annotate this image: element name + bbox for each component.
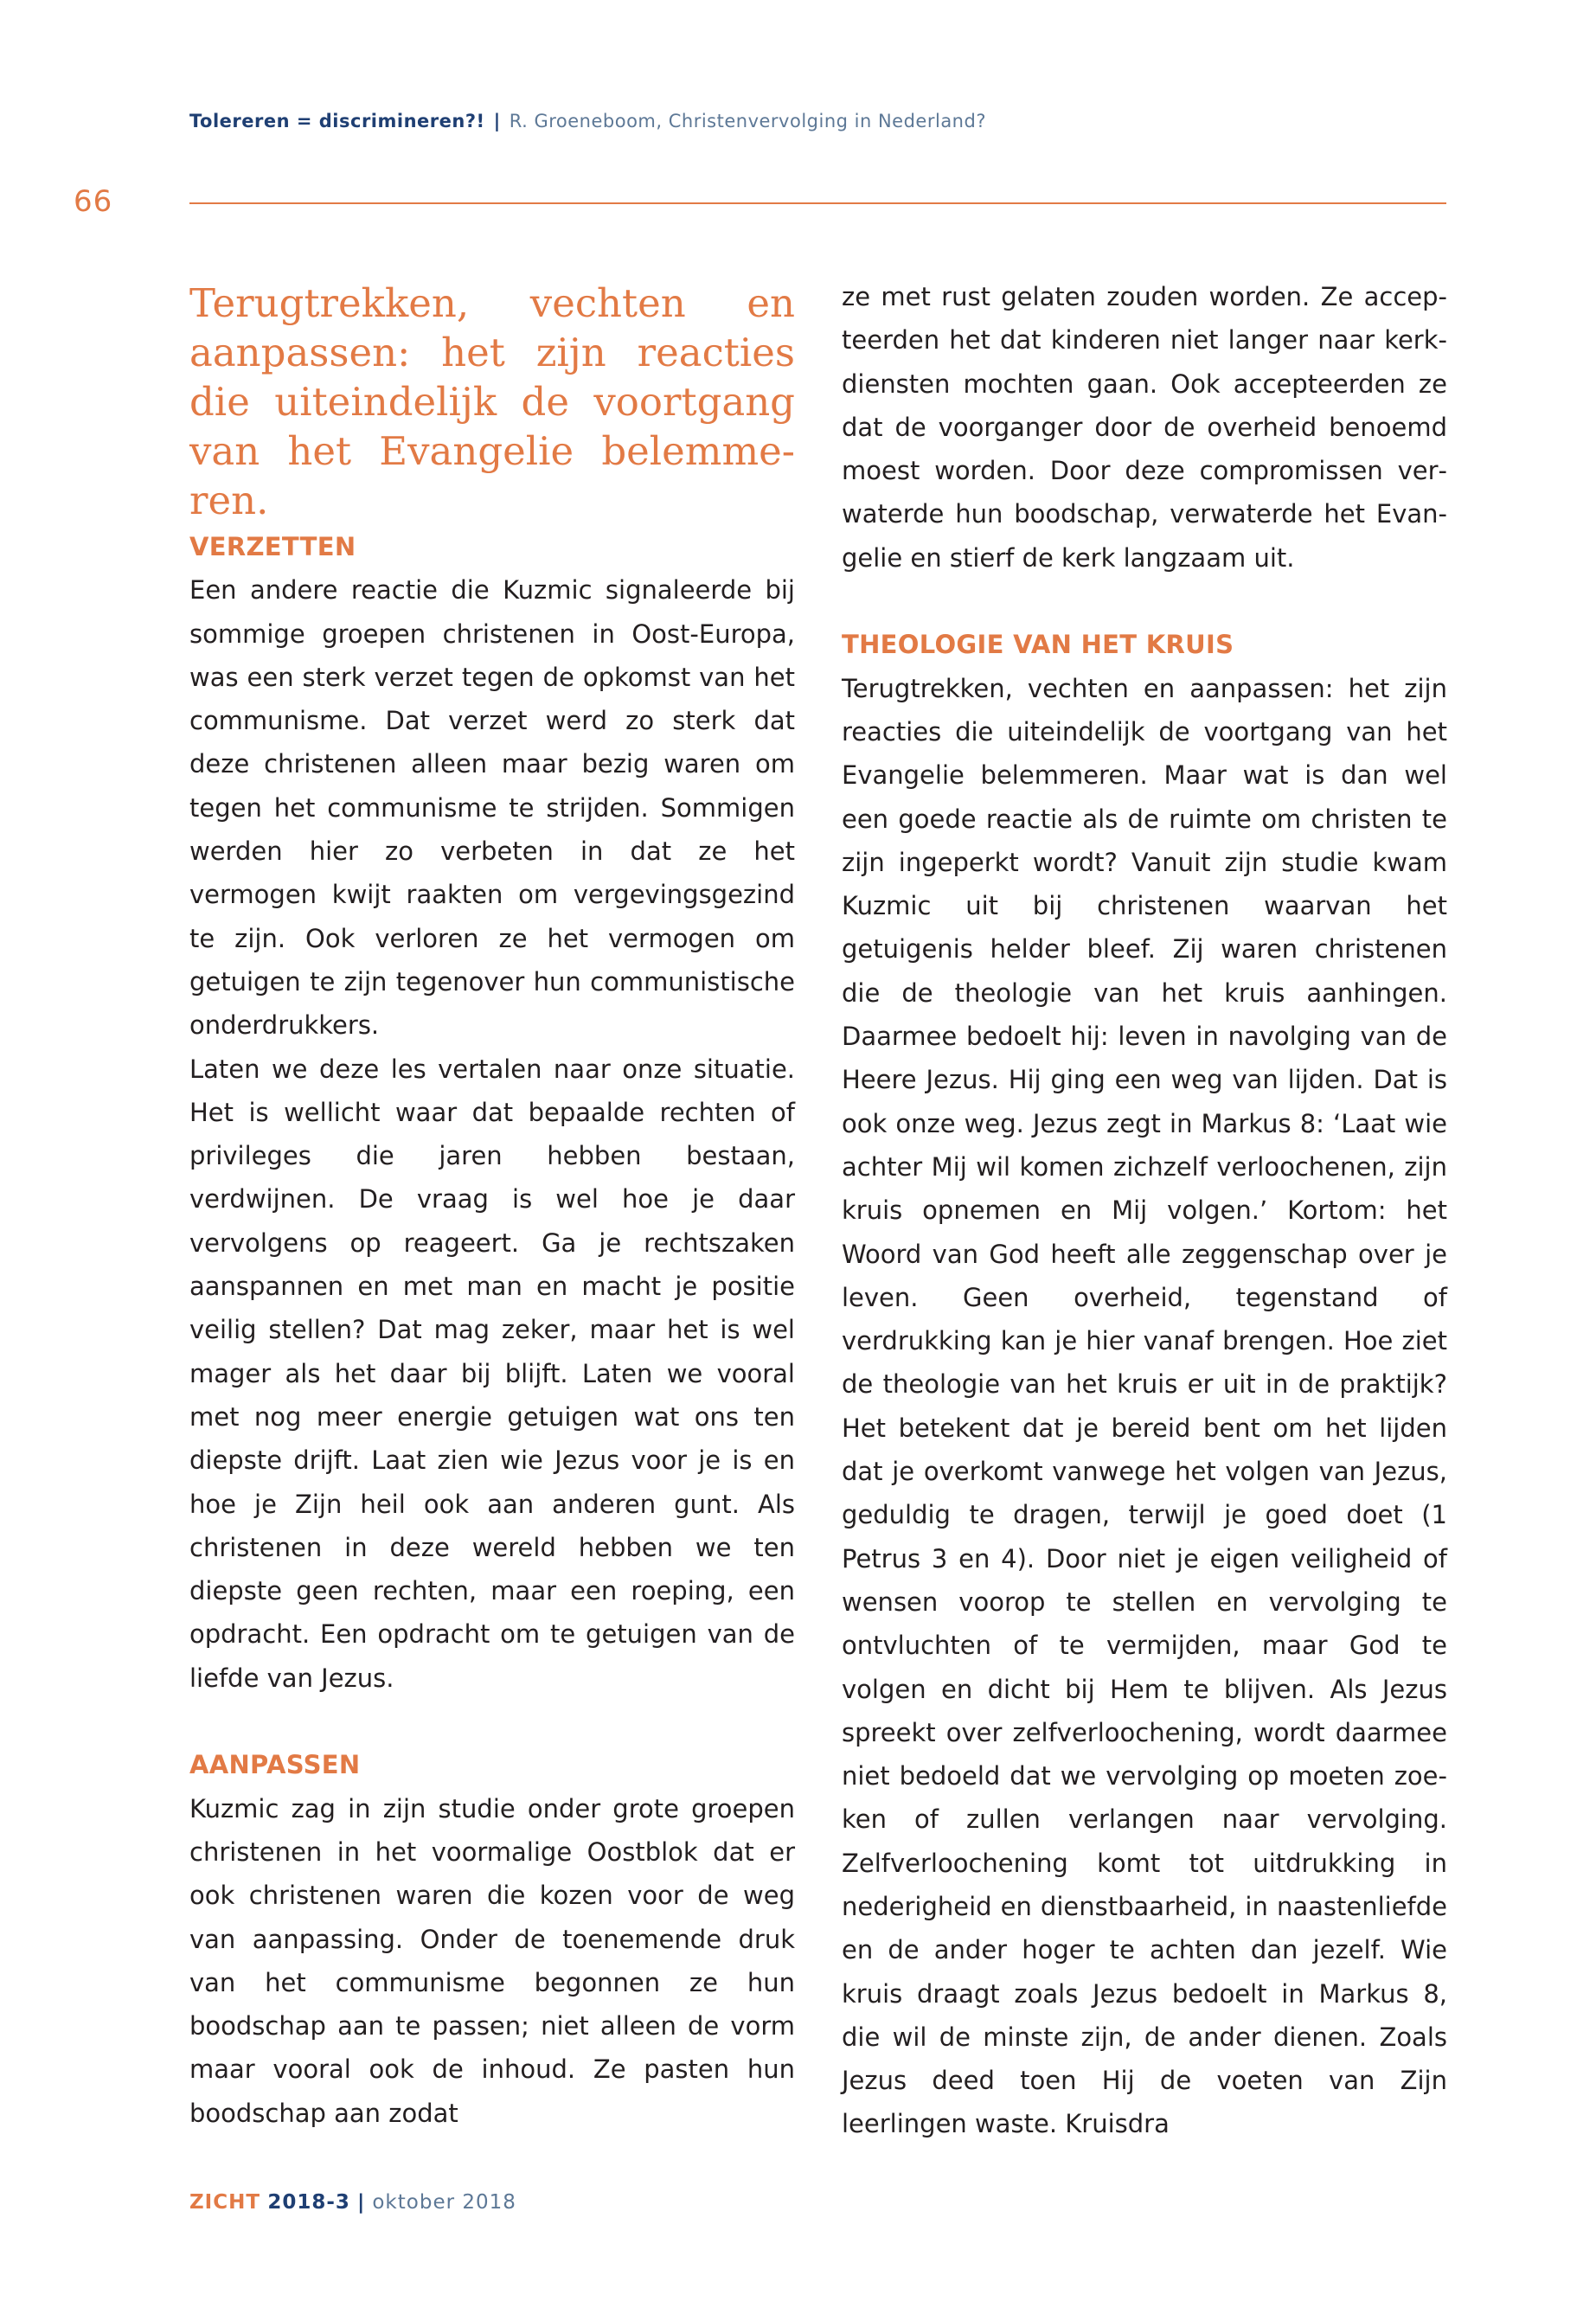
paragraph-theologie-1: Terugtrekken, vechten en aanpassen: het zijn reacties die uiteindelijk de voortgang van het Evangelie belemmeren. Maar wat is dan wel een goede reactie als de ruimte om christen te zijn ingeperkt wordt? Vanuit zijn studie kwam Kuzmic uit bij christenen waarvan het getuigenis helder bleef. Zij waren christenen die de theologie van het kruis aanhingen. Daarmee bedoelt hij: leven in navolging van de Heere Jezus. Hij ging een weg van lijden. Dat is ook onze weg. Jezus zegt in Markus 8: ‘Laat wie achter Mij wil komen zichzelf verloochenen, zijn kruis opnemen en Mij volgen.’ Kortom: het Woord van God heeft alle zeggenschap over je leven. Geen overheid, tegenstand of verdrukking kan je hier vanaf brengen. Hoe ziet de theologie van het kruis er uit in de praktijk? Het betekent dat je bereid bent om het lijden dat je overkomt vanwege het volgen van Jezus, geduldig te dragen, terwijl je goed doet (1 Petrus 3 en 4). Door niet je eigen veiligheid of wensen voorop te stellen en vervolging te ontvluchten of te vermijden, maar God te volgen en dicht bij Hem te blijven. Als Jezus spreekt over zelfverloochening, wordt daarmee niet bedoeld dat we vervolging op moeten zoeken of zullen verlangen naar vervolging. Zelfverloochening komt tot uitdrukking in nederigheid en dienstbaarheid, in naastenliefde en de ander hoger te achten dan jezelf. Wie kruis draagt zoals Jezus bedoelt in Markus 8, die wil de minste zijn, de ander dienen. Zoals Jezus deed toen Hij de voeten van Zijn leerlingen waste. Kruisdra: [842, 673, 1447, 2139]
section-heading-verzetten: VERZETTEN: [189, 532, 356, 561]
paragraph-aanpassen-1: Kuzmic zag in zijn studie onder grote groepen christenen in het voormalige Oostblok dat er ook christenen waren die kozen voor de weg van aanpassing. Onder de toenemende druk van het communisme begonnen ze hun boodschap aan te passen; niet alleen de vorm maar vooral ook de inhoud. Ze pasten hun boodschap aan zodat: [189, 1793, 795, 2128]
footer-issue: 2018-3: [267, 2191, 350, 2214]
section-heading-aanpassen: AANPASSEN: [189, 1750, 361, 1780]
running-header: [189, 111, 986, 131]
footer-magazine-name: ZICHT: [189, 2191, 261, 2214]
header-section-title: Tolereren = discrimineren?!: [189, 111, 485, 131]
header-author-title: R. Groeneboom, Christenvervolging in Nederland?: [509, 111, 986, 131]
header-rule: [189, 202, 1446, 204]
page-number: 66: [74, 184, 113, 219]
section-heading-theologie: THEOLOGIE VAN HET KRUIS: [842, 630, 1234, 660]
section-gap: [189, 1700, 795, 1743]
paragraph-verzetten-2: Laten we deze les vertalen naar onze situatie. Het is wellicht waar dat bepaalde rechten of privileges die jaren hebben bestaan, verdwijnen. De vraag is wel hoe je daar vervolgens op reageert. Ga je rechtszaken aanspannen en met man en macht je positie veilig stellen? Dat mag zeker, maar het is wel mager als het daar bij blijft. Laten we vooral met nog meer energie getuigen wat ons ten diepste drijft. Laat zien wie Jezus voor je is en hoe je Zijn heil ook aan anderen gunt. Als christenen in deze wereld hebben we ten diepste geen rechten, maar een roeping, een opdracht. Een opdracht om te getuigen van de liefde van Jezus.: [189, 1054, 795, 1693]
pull-quote: Terugtrekken, vechten en aanpassen: het zijn reacties die uiteindelijk de voortgang van het Evangelie belemmeren.: [189, 280, 795, 523]
footer-separator: |: [356, 2191, 366, 2214]
paragraph-aanpassen-continuation: ze met rust gelaten zouden worden. Ze accepteerden het dat kinderen niet langer naar kerkdiensten mochten gaan. Ook accepteerden ze dat de voorganger door de overheid benoemd moest worden. Door deze compromissen verwaterde hun boodschap, verwaterde het Evangelie en stierf de kerk langzaam uit.: [842, 282, 1447, 573]
running-footer: [189, 2191, 516, 2214]
left-column: [189, 279, 795, 2135]
paragraph-verzetten-1: Een andere reactie die Kuzmic signaleerde bij sommige groepen christenen in Oost-Europa, was een sterk verzet tegen de opkomst van het communisme. Dat verzet werd zo sterk dat deze christenen alleen maar bezig waren om tegen het communisme te strijden. Sommigen werden hier zo verbeten in dat ze het vermogen kwijt raakten om vergevingsgezind te zijn. Ook verloren ze het vermogen om getuigen te zijn tegenover hun communistische onderdrukkers.: [189, 575, 795, 1041]
section-gap: [842, 580, 1447, 623]
right-column: [842, 275, 1447, 2146]
footer-date: oktober 2018: [372, 2191, 516, 2214]
header-separator: |: [493, 111, 501, 131]
